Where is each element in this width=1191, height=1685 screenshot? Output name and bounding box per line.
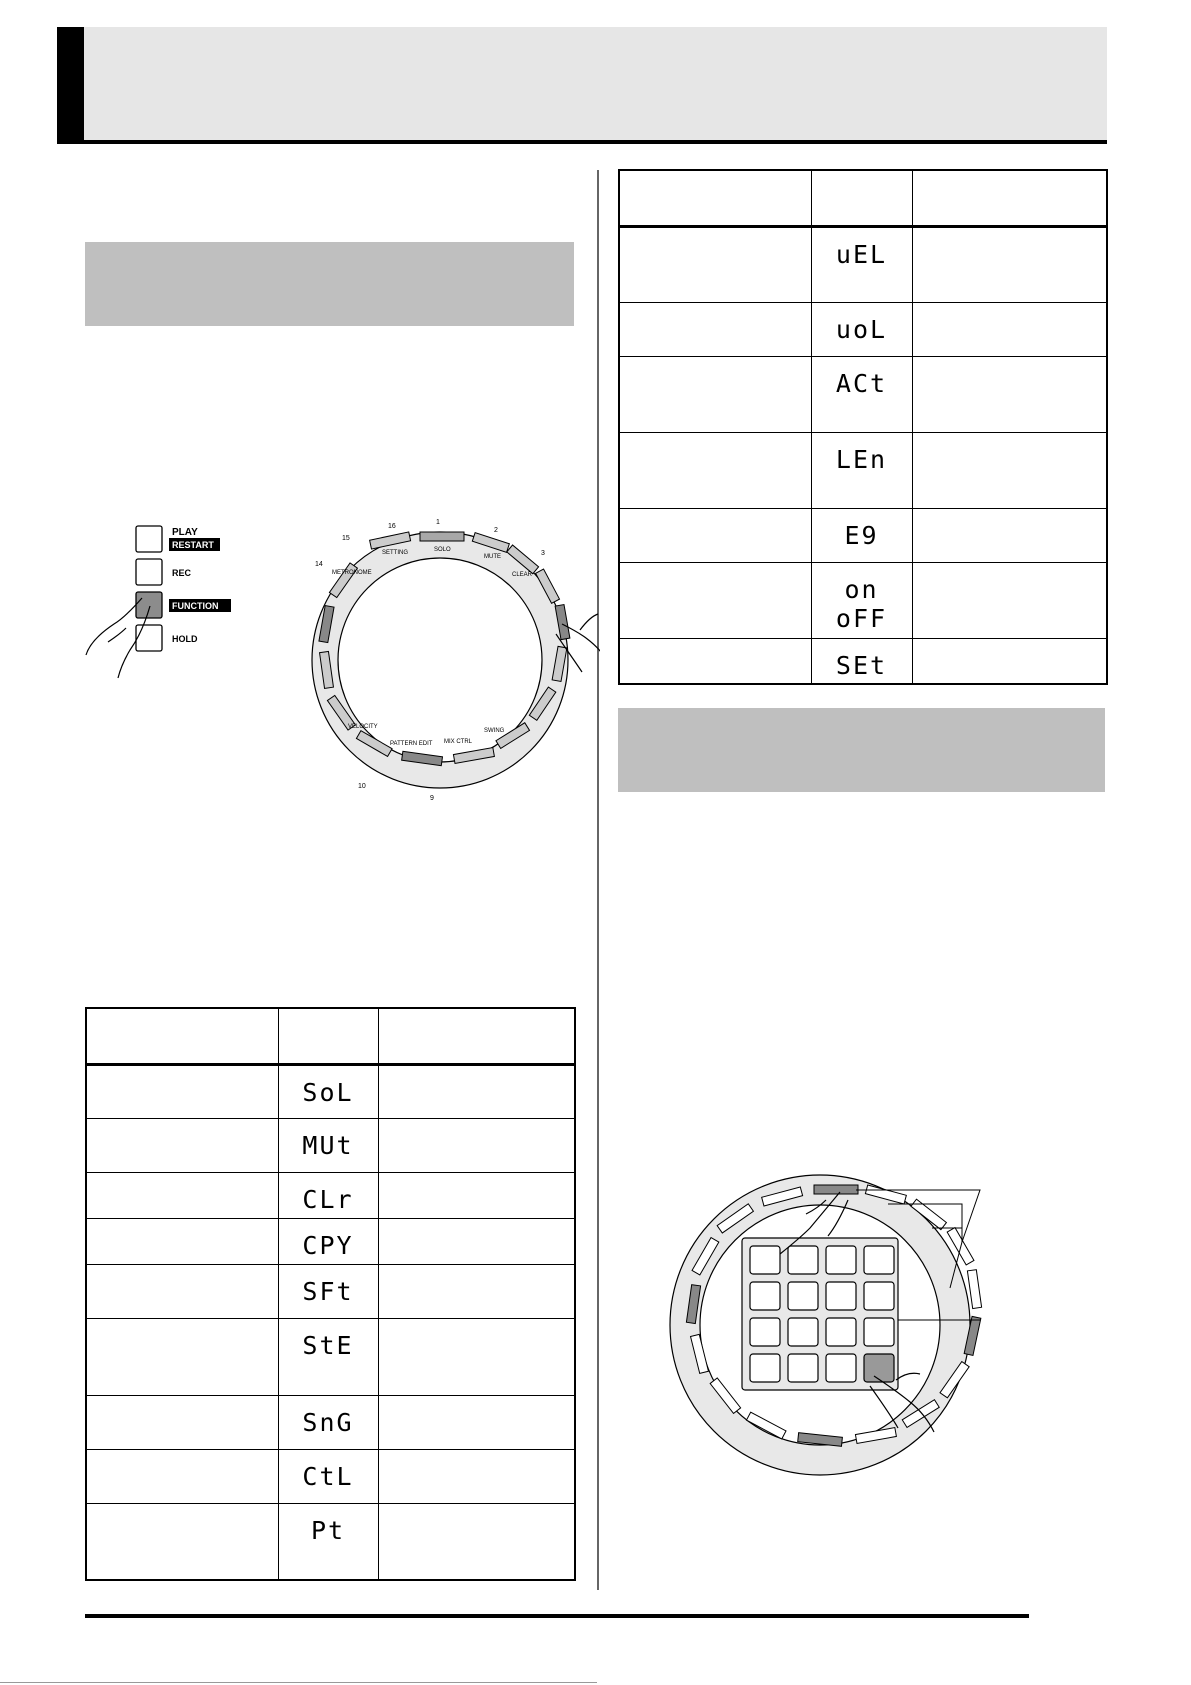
page-header-marker: [57, 27, 84, 144]
ring-number-10: 10: [358, 783, 366, 790]
table-row: [619, 562, 1107, 638]
function-ring-illustration: [80, 510, 600, 830]
column-divider: [597, 170, 599, 1590]
footer-rule: [85, 1614, 1029, 1618]
rec-label: REC: [172, 568, 192, 578]
ring-label-pattern-edit: PATTERN EDIT: [390, 741, 433, 747]
display-code: LEn: [811, 432, 912, 508]
table-row: [619, 432, 1107, 508]
play-restart-button[interactable]: [136, 526, 220, 552]
play-label: PLAY: [172, 527, 198, 538]
table-row: [86, 1503, 575, 1580]
hold-button[interactable]: [136, 625, 198, 651]
bottom-edge-rule: [0, 1682, 597, 1683]
ring-number-16: 16: [388, 523, 396, 530]
function-code-table-left: [85, 1007, 576, 1581]
table-row: [86, 1318, 575, 1395]
table-row: [619, 508, 1107, 562]
display-code: uEL: [811, 226, 912, 302]
pad-grid-ring-illustration: [650, 1170, 1030, 1490]
table-header-row: [619, 170, 1107, 226]
ring-number-3: 3: [541, 550, 545, 557]
display-code: SEt: [811, 638, 912, 684]
ring-label-velocity: VELOCITY: [348, 724, 378, 730]
table-row: [86, 1449, 575, 1503]
section-heading-box-right: [618, 708, 1105, 792]
display-code: StE: [278, 1318, 378, 1395]
display-code: ACt: [811, 356, 912, 432]
display-code: SoL: [278, 1064, 378, 1118]
ring-label-clear: CLEAR: [512, 572, 533, 578]
display-code: CLr: [278, 1172, 378, 1218]
function-code-table-right: [618, 169, 1108, 685]
ring-number-14: 14: [315, 561, 323, 568]
table-row: [619, 356, 1107, 432]
display-code: E9: [811, 508, 912, 562]
ring-number-15: 15: [342, 535, 350, 542]
table-row: [619, 638, 1107, 684]
ring-number-2: 2: [494, 527, 498, 534]
function-ring: [312, 519, 570, 802]
table-row: [86, 1395, 575, 1449]
table-header-row: [86, 1008, 575, 1064]
page-header-bar: [57, 27, 1107, 144]
table-row: [86, 1218, 575, 1264]
table-row: [86, 1264, 575, 1318]
display-code: SFt: [278, 1264, 378, 1318]
ring-label-metronome: METRONOME: [332, 570, 372, 576]
table-row: [86, 1118, 575, 1172]
restart-label: RESTART: [172, 540, 214, 550]
display-code: MUt: [278, 1118, 378, 1172]
function-button[interactable]: [136, 592, 231, 618]
ring-label-mute: MUTE: [484, 554, 501, 560]
table-row: [86, 1172, 575, 1218]
display-code: CtL: [278, 1449, 378, 1503]
hold-label: HOLD: [172, 634, 198, 644]
table-row: [86, 1064, 575, 1118]
rec-button[interactable]: [136, 559, 192, 585]
table-row: [619, 302, 1107, 356]
display-code: Pt: [278, 1503, 378, 1580]
display-code: CPY: [278, 1218, 378, 1264]
ring-number-9: 9: [430, 795, 434, 802]
ring-label-mix-ctrl: MIX CTRL: [444, 739, 473, 745]
pad-grid: [742, 1238, 898, 1390]
table-row: [619, 226, 1107, 302]
section-heading-box-left: [85, 242, 574, 326]
display-code: SnG: [278, 1395, 378, 1449]
ring-label-setting: SETTING: [382, 550, 409, 556]
ring-number-1: 1: [436, 519, 440, 526]
ring-label-solo: SOLO: [434, 547, 451, 553]
function-label: FUNCTION: [172, 601, 219, 611]
display-code: uoL: [811, 302, 912, 356]
display-code: on oFF: [811, 562, 912, 638]
ring-label-swing: SWING: [484, 728, 505, 734]
